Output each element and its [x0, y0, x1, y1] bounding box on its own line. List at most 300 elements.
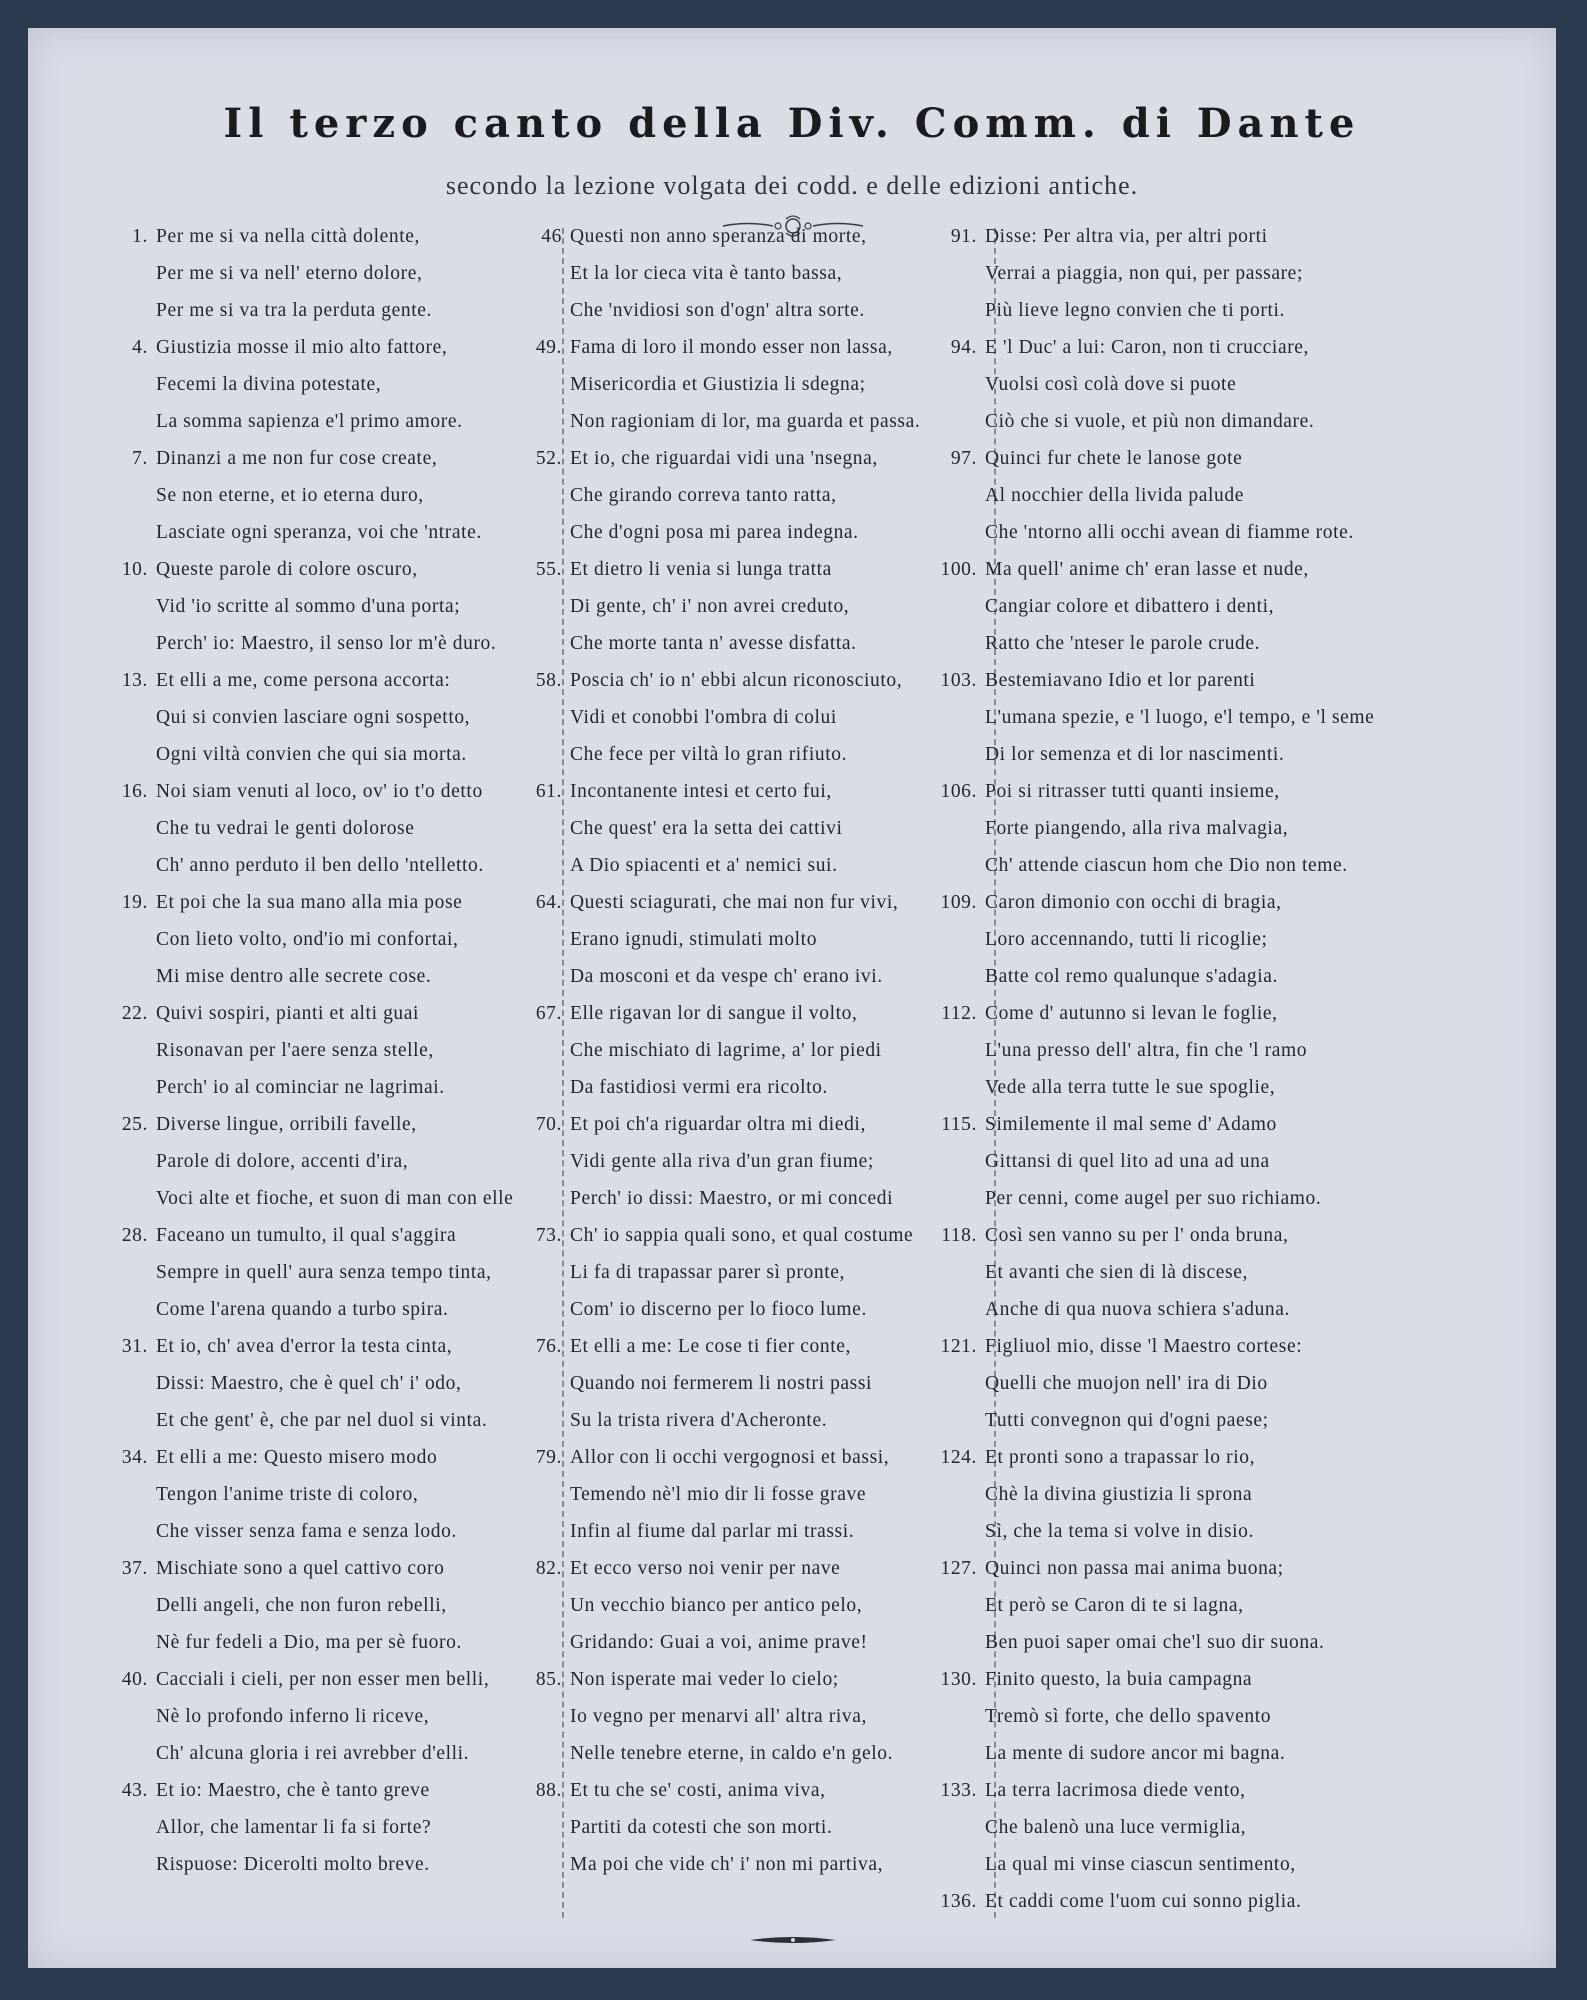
verse-line: [933, 1069, 1493, 1106]
verse-text: Su la trista rivera d'Acheronte.: [570, 1410, 828, 1431]
verse-number: 28.: [121, 1225, 148, 1246]
verse-text: Loro accennando, tutti li ricoglie;: [985, 929, 1268, 950]
verse-number: 34.: [121, 1447, 148, 1468]
verse-text: Incontanente intesi et certo fui,: [570, 781, 832, 802]
verse-line: [933, 1698, 1493, 1735]
verse-text: Vidi et conobbi l'ombra di colui: [570, 707, 837, 728]
verse-line: [110, 958, 590, 995]
verse-text: Dinanzi a me non fur cose create,: [156, 448, 438, 469]
verse-line: [110, 1143, 590, 1180]
verse-text: Partiti da cotesti che son morti.: [570, 1817, 833, 1838]
verse-number: 4.: [132, 337, 148, 358]
verse-text: Et elli a me: Questo misero modo: [156, 1447, 438, 1468]
verse-number: 106.: [940, 781, 977, 802]
verse-number: 91.: [950, 226, 977, 247]
verse-stanza: [933, 1217, 1493, 1328]
verse-text: Che 'nvidiosi son d'ogn' altra sorte.: [570, 300, 865, 321]
verse-line: [933, 366, 1493, 403]
verse-text: Et caddi come l'uom cui sonno piglia.: [985, 1891, 1302, 1912]
verse-text: Batte col remo qualunque s'adagia.: [985, 966, 1279, 987]
verse-line: [933, 1254, 1493, 1291]
verse-stanza: [110, 551, 590, 662]
verse-line: [933, 551, 1493, 588]
verse-number: 88.: [535, 1780, 562, 1801]
verse-stanza: [933, 662, 1493, 773]
verse-line: [933, 514, 1493, 551]
verse-line: [933, 477, 1493, 514]
verse-stanza: [933, 551, 1493, 662]
verse-line: [933, 1439, 1493, 1476]
verse-text: Che balenò una luce vermiglia,: [985, 1817, 1247, 1838]
verse-number: 70.: [535, 1114, 562, 1135]
verse-text: Fecemi la divina potestate,: [156, 374, 382, 395]
verse-line: [110, 366, 590, 403]
verse-text: Disse: Per altra via, per altri porti: [985, 226, 1268, 247]
verse-stanza: [110, 1328, 590, 1439]
verse-text: Quinci non passa mai anima buona;: [985, 1558, 1284, 1579]
verse-text: Vid 'io scritte al sommo d'una porta;: [156, 596, 461, 617]
verse-text: Che morte tanta n' avesse disfatta.: [570, 633, 857, 654]
verse-text: Chè la divina giustizia li sprona: [985, 1484, 1253, 1505]
verse-text: Dissi: Maestro, che è quel ch' i' odo,: [156, 1373, 462, 1394]
verse-text: Et poi che la sua mano alla mia pose: [156, 892, 463, 913]
verse-text: Perch' io dissi: Maestro, or mi concedi: [570, 1188, 894, 1209]
verse-text: Perch' io: Maestro, il senso lor m'è duro.: [156, 633, 497, 654]
verse-text: La qual mi vinse ciascun sentimento,: [985, 1854, 1296, 1875]
verse-number: 40.: [121, 1669, 148, 1690]
ornament-bottom-icon: [748, 1932, 838, 1948]
verse-stanza: [110, 329, 590, 440]
verse-line: [110, 1587, 590, 1624]
document-page: [28, 28, 1556, 1968]
verse-line: [110, 218, 590, 255]
verse-text: Et io, ch' avea d'error la testa cinta,: [156, 1336, 453, 1357]
verse-line: [933, 995, 1493, 1032]
verse-line: [933, 1217, 1493, 1254]
verse-number: 112.: [941, 1003, 977, 1024]
verse-number: 118.: [941, 1225, 977, 1246]
verse-text: Allor, che lamentar li fa si forte?: [156, 1817, 432, 1838]
verse-number: 55.: [535, 559, 562, 580]
verse-text: Et che gent' è, che par nel duol si vinta.: [156, 1410, 488, 1431]
verse-line: [110, 477, 590, 514]
verse-line: [933, 1143, 1493, 1180]
verse-text: Ma poi che vide ch' i' non mi partiva,: [570, 1854, 884, 1875]
verse-number: 121.: [940, 1336, 977, 1357]
verse-line: [110, 995, 590, 1032]
verse-text: Ma quell' anime ch' eran lasse et nude,: [985, 559, 1309, 580]
verse-line: [110, 1550, 590, 1587]
verse-stanza: [110, 1439, 590, 1550]
verse-number: 133.: [940, 1780, 977, 1801]
verse-text: Forte piangendo, alla riva malvagia,: [985, 818, 1289, 839]
verse-stanza: [933, 995, 1493, 1106]
verse-line: [933, 403, 1493, 440]
verse-line: [933, 884, 1493, 921]
verse-line: [933, 1772, 1493, 1809]
verse-text: Noi siam venuti al loco, ov' io t'o detto: [156, 781, 483, 802]
verse-number: 37.: [121, 1558, 148, 1579]
verse-line: [933, 1550, 1493, 1587]
verse-text: Come l'arena quando a turbo spira.: [156, 1299, 449, 1320]
verse-line: [933, 958, 1493, 995]
verse-stanza: [110, 1661, 590, 1772]
verse-line: [933, 218, 1493, 255]
verse-line: [933, 1587, 1493, 1624]
verse-line: [933, 1624, 1493, 1661]
verse-line: [110, 1291, 590, 1328]
verse-line: [110, 514, 590, 551]
verse-line: [110, 1402, 590, 1439]
verse-stanza: [933, 329, 1493, 440]
verse-text: Faceano un tumulto, il qual s'aggira: [156, 1225, 457, 1246]
verse-text: Et io, che riguardai vidi una 'nsegna,: [570, 448, 878, 469]
verse-line: [110, 1661, 590, 1698]
verse-text: Se non eterne, et io eterna duro,: [156, 485, 424, 506]
verse-text: Ratto che 'nteser le parole crude.: [985, 633, 1261, 654]
verse-text: Figliuol mio, disse 'l Maestro cortese:: [985, 1336, 1303, 1357]
verse-text: Che mischiato di lagrime, a' lor piedi: [570, 1040, 882, 1061]
verse-line: [110, 1328, 590, 1365]
verse-line: [110, 1624, 590, 1661]
verse-text: Et ecco verso noi venir per nave: [570, 1558, 841, 1579]
verse-text: Misericordia et Giustizia li sdegna;: [570, 374, 866, 395]
verse-number: 10.: [121, 559, 148, 580]
verse-line: [933, 1106, 1493, 1143]
verse-text: E 'l Duc' a lui: Caron, non ti crucciare,: [985, 337, 1310, 358]
verse-text: Et poi ch'a riguardar oltra mi diedi,: [570, 1114, 866, 1135]
verse-text: Con lieto volto, ond'io mi confortai,: [156, 929, 459, 950]
verse-text: Sempre in quell' aura senza tempo tinta,: [156, 1262, 492, 1283]
verse-line: [110, 1735, 590, 1772]
verse-stanza: [933, 1439, 1493, 1550]
verse-text: Perch' io al cominciar ne lagrimai.: [156, 1077, 445, 1098]
verse-text: Li fa di trapassar parer sì pronte,: [570, 1262, 845, 1283]
verse-text: Da mosconi et da vespe ch' erano ivi.: [570, 966, 883, 987]
verse-text: Che fece per viltà lo gran rifiuto.: [570, 744, 848, 765]
verse-stanza: [110, 1772, 590, 1883]
verse-line: [110, 440, 590, 477]
verse-text: Quinci fur chete le lanose gote: [985, 448, 1243, 469]
verse-text: Vede alla terra tutte le sue spoglie,: [985, 1077, 1276, 1098]
verse-line: [110, 773, 590, 810]
verse-text: Finito questo, la buia campagna: [985, 1669, 1253, 1690]
verse-text: La terra lacrimosa diede vento,: [985, 1780, 1246, 1801]
verse-text: Queste parole di colore oscuro,: [156, 559, 418, 580]
verse-text: Ben puoi saper omai che'l suo dir suona.: [985, 1632, 1325, 1653]
verse-text: Che quest' era la setta dei cattivi: [570, 818, 843, 839]
verse-text: Et tu che se' costi, anima viva,: [570, 1780, 826, 1801]
verse-text: Di lor semenza et di lor nascimenti.: [985, 744, 1285, 765]
verse-number: 58.: [535, 670, 562, 691]
verse-stanza: [933, 1661, 1493, 1772]
verse-line: [110, 736, 590, 773]
verse-text: Che girando correva tanto ratta,: [570, 485, 837, 506]
verse-line: [110, 662, 590, 699]
verse-text: Per me si va nell' eterno dolore,: [156, 263, 423, 284]
verse-line: [933, 1291, 1493, 1328]
verse-line: [933, 1513, 1493, 1550]
verse-number: 115.: [941, 1114, 977, 1135]
verse-stanza: [933, 1883, 1493, 1920]
verse-text: Poi si ritrasser tutti quanti insieme,: [985, 781, 1280, 802]
verse-stanza: [933, 773, 1493, 884]
verse-line: [933, 1032, 1493, 1069]
verse-line: [110, 1069, 590, 1106]
verse-text: Che tu vedrai le genti dolorose: [156, 818, 415, 839]
verse-text: Un vecchio bianco per antico pelo,: [570, 1595, 863, 1616]
verse-line: [110, 588, 590, 625]
verse-line: [933, 1661, 1493, 1698]
verse-number: 22.: [121, 1003, 148, 1024]
verse-number: 97.: [950, 448, 977, 469]
verse-text: Caron dimonio con occhi di bragia,: [985, 892, 1282, 913]
verse-text: Per cenni, come augel per suo richiamo.: [985, 1188, 1322, 1209]
verse-text: Allor con li occhi vergognosi et bassi,: [570, 1447, 890, 1468]
verse-text: Da fastidiosi vermi era ricolto.: [570, 1077, 828, 1098]
verse-number: 94.: [950, 337, 977, 358]
verse-line: [933, 1735, 1493, 1772]
verse-text: Et dietro li venia si lunga tratta: [570, 559, 832, 580]
verse-line: [110, 329, 590, 366]
verse-stanza: [933, 1106, 1493, 1217]
verse-column-1: [110, 218, 590, 1883]
verse-text: Erano ignudi, stimulati molto: [570, 929, 818, 950]
verse-line: [110, 625, 590, 662]
verse-text: Di gente, ch' i' non avrei creduto,: [570, 596, 850, 617]
verse-text: Verrai a piaggia, non qui, per passare;: [985, 263, 1303, 284]
verse-text: Così sen vanno su per l' onda bruna,: [985, 1225, 1289, 1246]
verse-stanza: [110, 773, 590, 884]
verse-text: Che d'ogni posa mi parea indegna.: [570, 522, 859, 543]
verse-text: Com' io discerno per lo fioco lume.: [570, 1299, 867, 1320]
verse-text: Tutti convegnon qui d'ogni paese;: [985, 1410, 1269, 1431]
verse-text: Et avanti che sien di là discese,: [985, 1262, 1248, 1283]
verse-text: Cangiar colore et dibattero i denti,: [985, 596, 1275, 617]
verse-text: Tremò sì forte, che dello spavento: [985, 1706, 1272, 1727]
verse-text: Tengon l'anime triste di coloro,: [156, 1484, 419, 1505]
verse-number: 7.: [132, 448, 148, 469]
verse-number: 130.: [940, 1669, 977, 1690]
verse-number: 16.: [121, 781, 148, 802]
page-subtitle: secondo la lezione volgata dei codd. e delle edizioni antiche.: [445, 171, 1139, 200]
verse-number: 82.: [535, 1558, 562, 1579]
verse-stanza: [110, 1550, 590, 1661]
verse-line: [110, 1032, 590, 1069]
verse-number: 61.: [535, 781, 562, 802]
verse-line: [933, 1328, 1493, 1365]
verse-text: Gridando: Guai a voi, anime prave!: [570, 1632, 868, 1653]
verse-text: Gittansi di quel lito ad una ad una: [985, 1151, 1270, 1172]
verse-stanza: [110, 440, 590, 551]
verse-line: [110, 884, 590, 921]
verse-text: Al nocchier della livida palude: [985, 485, 1245, 506]
verse-number: 67.: [535, 1003, 562, 1024]
verse-text: Infin al fiume dal parlar mi trassi.: [570, 1521, 855, 1542]
verse-stanza: [110, 1106, 590, 1217]
verse-line: [933, 810, 1493, 847]
verse-line: [110, 699, 590, 736]
verse-text: Ch' io sappia quali sono, et qual costume: [570, 1225, 914, 1246]
verse-text: Similemente il mal seme d' Adamo: [985, 1114, 1277, 1135]
verse-text: Lasciate ogni speranza, voi che 'ntrate.: [156, 522, 482, 543]
verse-text: Per me si va tra la perduta gente.: [156, 300, 432, 321]
verse-line: [933, 588, 1493, 625]
verse-text: Bestemiavano Idio et lor parenti: [985, 670, 1256, 691]
verse-number: 76.: [535, 1336, 562, 1357]
verse-text: Elle rigavan lor di sangue il volto,: [570, 1003, 858, 1024]
verse-line: [110, 1476, 590, 1513]
verse-text: Et elli a me, come persona accorta:: [156, 670, 451, 691]
verse-number: 25.: [121, 1114, 148, 1135]
verse-line: [933, 1180, 1493, 1217]
verse-text: Non ragioniam di lor, ma guarda et passa.: [570, 411, 921, 432]
verse-text: Mischiate sono a quel cattivo coro: [156, 1558, 445, 1579]
verse-line: [933, 1883, 1493, 1920]
verse-number: 124.: [940, 1447, 977, 1468]
verse-text: Ciò che si vuole, et più non dimandare.: [985, 411, 1315, 432]
verse-text: Et pronti sono a trapassar lo rio,: [985, 1447, 1256, 1468]
verse-text: Che 'ntorno alli occhi avean di fiamme rote.: [985, 522, 1354, 543]
verse-line: [110, 847, 590, 884]
verse-stanza: [110, 995, 590, 1106]
verse-text: Vuolsi così colà dove si puote: [985, 374, 1237, 395]
verse-text: Non isperate mai veder lo cielo;: [570, 1669, 839, 1690]
verse-line: [933, 1846, 1493, 1883]
verse-line: [110, 1772, 590, 1809]
verse-text: Ch' anno perduto il ben dello 'ntelletto.: [156, 855, 484, 876]
verse-number: 13.: [121, 670, 148, 691]
verse-text: Risonavan per l'aere senza stelle,: [156, 1040, 434, 1061]
verse-line: [110, 921, 590, 958]
verse-text: Parole di dolore, accenti d'ira,: [156, 1151, 409, 1172]
verse-number: 127.: [940, 1558, 977, 1579]
verse-text: Et io: Maestro, che è tanto greve: [156, 1780, 430, 1801]
verse-number: 100.: [940, 559, 977, 580]
verse-line: [110, 403, 590, 440]
verse-text: Nè lo profondo inferno li riceve,: [156, 1706, 430, 1727]
verse-stanza: [933, 1550, 1493, 1661]
verse-stanza: [110, 884, 590, 995]
verse-text: Temendo nè'l mio dir li fosse grave: [570, 1484, 867, 1505]
verse-text: Nè fur fedeli a Dio, ma per sè fuoro.: [156, 1632, 462, 1653]
verse-text: Poscia ch' io n' ebbi alcun riconosciuto,: [570, 670, 903, 691]
verse-line: [933, 847, 1493, 884]
verse-line: [110, 1254, 590, 1291]
verse-line: [933, 255, 1493, 292]
verse-line: [933, 1402, 1493, 1439]
verse-text: Ch' alcuna gloria i rei avrebber d'elli.: [156, 1743, 470, 1764]
verse-text: Diverse lingue, orribili favelle,: [156, 1114, 417, 1135]
verse-number: 85.: [535, 1669, 562, 1690]
verse-text: L'umana spezie, e 'l luogo, e'l tempo, e 'l seme: [985, 707, 1375, 728]
verse-line: [933, 662, 1493, 699]
verse-line: [110, 1365, 590, 1402]
verse-text: Ch' attende ciascun hom che Dio non teme.: [985, 855, 1348, 876]
verse-column-3: [933, 218, 1493, 1920]
verse-stanza: [933, 440, 1493, 551]
verse-line: [933, 1476, 1493, 1513]
verse-text: Che visser senza fama e senza lodo.: [156, 1521, 457, 1542]
verse-line: [933, 292, 1493, 329]
verse-line: [110, 1180, 590, 1217]
verse-text: Rispuose: Dicerolti molto breve.: [156, 1854, 430, 1875]
verse-text: Quelli che muojon nell' ira di Dio: [985, 1373, 1268, 1394]
verse-stanza: [933, 1772, 1493, 1883]
verse-text: Qui si convien lasciare ogni sospetto,: [156, 707, 471, 728]
verse-text: Sì, che la tema si volve in disio.: [985, 1521, 1254, 1542]
verse-text: Fama di loro il mondo esser non lassa,: [570, 337, 893, 358]
verse-line: [110, 551, 590, 588]
verse-line: [933, 1365, 1493, 1402]
verse-line: [110, 1513, 590, 1550]
verse-number: 79.: [535, 1447, 562, 1468]
verse-text: Et la lor cieca vita è tanto bassa,: [570, 263, 843, 284]
verse-text: Et però se Caron di te si lagna,: [985, 1595, 1244, 1616]
verse-number: 43.: [121, 1780, 148, 1801]
verse-text: Delli angeli, che non furon rebelli,: [156, 1595, 447, 1616]
verse-number: 1.: [132, 226, 148, 247]
verse-text: Questi non anno speranza di morte,: [570, 226, 867, 247]
verse-text: Più lieve legno convien che ti porti.: [985, 300, 1286, 321]
verse-stanza: [110, 662, 590, 773]
verse-stanza: [933, 884, 1493, 995]
verse-number: 136.: [940, 1891, 977, 1912]
verse-text: Giustizia mosse il mio alto fattore,: [156, 337, 448, 358]
verse-number: 46: [541, 226, 562, 247]
verse-text: Et elli a me: Le cose ti fier conte,: [570, 1336, 851, 1357]
verse-stanza: [110, 218, 590, 329]
verse-line: [110, 1846, 590, 1883]
verse-line: [933, 440, 1493, 477]
verse-line: [933, 625, 1493, 662]
verse-line: [110, 1217, 590, 1254]
verse-line: [110, 1106, 590, 1143]
verse-line: [110, 1698, 590, 1735]
page-title: Il terzo canto della Div. Comm. di Dante: [223, 100, 1361, 147]
verse-text: L'una presso dell' altra, fin che 'l ramo: [985, 1040, 1308, 1061]
verse-stanza: [933, 218, 1493, 329]
verse-text: Anche di qua nuova schiera s'aduna.: [985, 1299, 1290, 1320]
verse-text: Quando noi fermerem li nostri passi: [570, 1373, 873, 1394]
verse-text: Ogni viltà convien che qui sia morta.: [156, 744, 467, 765]
verse-text: Per me si va nella città dolente,: [156, 226, 421, 247]
verse-number: 31.: [121, 1336, 148, 1357]
verse-number: 103.: [940, 670, 977, 691]
verse-line: [933, 921, 1493, 958]
verse-text: Mi mise dentro alle secrete cose.: [156, 966, 432, 987]
verse-number: 64.: [535, 892, 562, 913]
verse-line: [110, 255, 590, 292]
verse-line: [933, 329, 1493, 366]
verse-line: [110, 1439, 590, 1476]
verse-text: La somma sapienza e'l primo amore.: [156, 411, 463, 432]
verse-text: Questi sciagurati, che mai non fur vivi,: [570, 892, 899, 913]
verse-text: Quivi sospiri, pianti et alti guai: [156, 1003, 420, 1024]
verse-number: 73.: [535, 1225, 562, 1246]
verse-number: 19.: [121, 892, 148, 913]
verse-text: La mente di sudore ancor mi bagna.: [985, 1743, 1286, 1764]
verse-text: Voci alte et fioche, et suon di man con elle: [156, 1188, 514, 1209]
verse-line: [110, 810, 590, 847]
verse-stanza: [110, 1217, 590, 1328]
verse-text: Come d' autunno si levan le foglie,: [985, 1003, 1278, 1024]
verse-text: Nelle tenebre eterne, in caldo e'n gelo.: [570, 1743, 894, 1764]
verse-line: [110, 292, 590, 329]
verse-line: [933, 699, 1493, 736]
verse-text: Vidi gente alla riva d'un gran fiume;: [570, 1151, 874, 1172]
verse-text: A Dio spiacenti et a' nemici sui.: [570, 855, 838, 876]
